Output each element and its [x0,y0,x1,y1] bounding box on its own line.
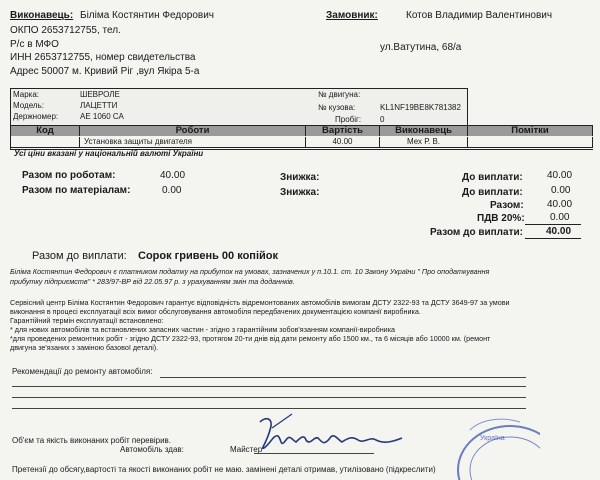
tax-note-line-2: прибутку підприємств" * 283/97-ВР від 22.05.97 р. з урахуванням змін та доданнків. [10,277,295,286]
stamp-text: Україна [480,435,505,442]
total-bottom-rule [525,238,581,239]
engine-label: № двигуна: [318,90,361,99]
materials-total-value: 0.00 [162,185,182,196]
model-value: ЛАЦЕТТИ [80,101,118,110]
guarantee-line-2: виконання в процесі експлуатації всіх вимог обслуговування автомобіля передбачених документацією компанії виробника. [10,307,421,316]
rs-line: Р/с в МФО [10,39,59,50]
brand-value: ШЕВРОЛЕ [80,90,120,99]
grand-total-label: Разом до виплати: [430,227,523,238]
table-header-price: Вартість [306,126,380,136]
sum-value: 40.00 [547,199,573,210]
recommendation-line [12,386,526,387]
tax-note-line-1: Біліма Костянтин Федорович є платником податку на прибуток на умовах, зазначених у п.10.1. ст. 10 Закону України " Про оподаткування [10,267,490,276]
table-cell-price: 40.00 [306,137,380,148]
works-total-label: Разом по роботам: [22,170,116,181]
vat-value: 0.00 [550,212,570,223]
model-label: Модель: [13,101,44,110]
pay1-label: До виплати: [462,172,523,183]
table-cell-code [11,137,80,148]
total-top-rule [525,224,581,225]
total-words: Сорок гривень 00 копійок [138,250,278,262]
okpo-line: ОКПО 2653712755, тел. [10,25,121,36]
plate-label: Держномер: [13,112,59,121]
table-cell-notes [468,137,593,148]
customer-label: Замовник: [326,10,378,21]
recommendation-line [160,377,526,378]
guarantee-line-1: Сервісний центр Біліма Костянтин Федорович гарантує відповідність відремонтованих автомобілів вимогам ДСТУ 2322-93 та ДСТУ 3649-97 за умови [10,298,510,307]
pay2-value: 0.00 [551,185,571,196]
works-total-value: 40.00 [160,170,186,181]
guarantee-line-5: *для проведених ремонтних робіт - згідно ДСТУ 2322-93, протягом 20-ти днів від дати ремонту або 1500 км., та 6 місяців або 10000 км. (ремонт [10,334,491,343]
table-header-notes: Помітки [468,126,593,136]
total-words-label: Разом до виплати: [32,250,127,262]
plate-value: АЕ 1060 СА [80,112,124,121]
table-cell-work: Установка защиты двигателя [80,137,306,148]
guarantee-line-4: * для нових автомобілів та встановлених запасних частин - згідно з гарантійним зобов'язанням компанії-виробника [10,325,395,334]
master-label: Майстер [230,445,263,454]
mileage-label: Пробіг: [335,115,362,124]
grand-total-value: 40.00 [546,226,572,237]
executor-name: Біліма Костянтин Федорович [80,10,214,21]
brand-label: Марка: [13,90,39,99]
currency-note: Усі ціни вказані у національній валюті України [14,149,204,158]
stamp [440,400,540,480]
check-text: Об'єм та якість виконаних робіт перевірив. [12,436,172,445]
customer-address: ул.Ватутина, 68/а [380,42,462,53]
handed-label: Автомобіль здав: [120,445,184,454]
pay2-label: До виплати: [462,187,523,198]
body-label: № кузова: [318,103,356,112]
table-header-work: Роботи [80,126,306,136]
pay1-value: 40.00 [547,170,573,181]
vat-label: ПДВ 20%: [477,213,525,224]
customer-name: Котов Владимир Валентинович [406,10,553,21]
body-value: KL1NF19BE8K781382 [380,103,461,112]
master-signature [252,410,412,460]
address-line: Адрес 50007 м. Кривий Ріг ,вул Якіра 5-а [10,66,200,77]
inn-line: ИНН 2653712755, номер свидетельства [10,52,196,63]
guarantee-line-6: двигуна зе'язаних з заміною базової деталі). [10,343,159,352]
discount-label-1: Знижка: [280,172,320,183]
mileage-value: 0 [380,115,385,124]
executor-label: Виконавець: [10,10,74,21]
claims-text: Претензії до обсягу,вартості та якості виконаних робіт не маю. замінені деталі отримав, утилізовано (підкреслити) [12,465,436,474]
sum-label: Разом: [490,200,524,211]
table-cell-executor: Мех Р. В. [380,137,468,148]
table-header-code: Код [11,126,80,136]
recommendation-line [12,397,526,398]
guarantee-line-3: Гарантійний термін експлуатації встановлено: [10,316,164,325]
recommendations-label: Рекомендації до ремонту автомобіля: [12,367,153,376]
table-header-executor: Виконавець [380,126,468,136]
discount-label-2: Знижка: [280,187,320,198]
materials-total-label: Разом по матеріалам: [22,185,131,196]
